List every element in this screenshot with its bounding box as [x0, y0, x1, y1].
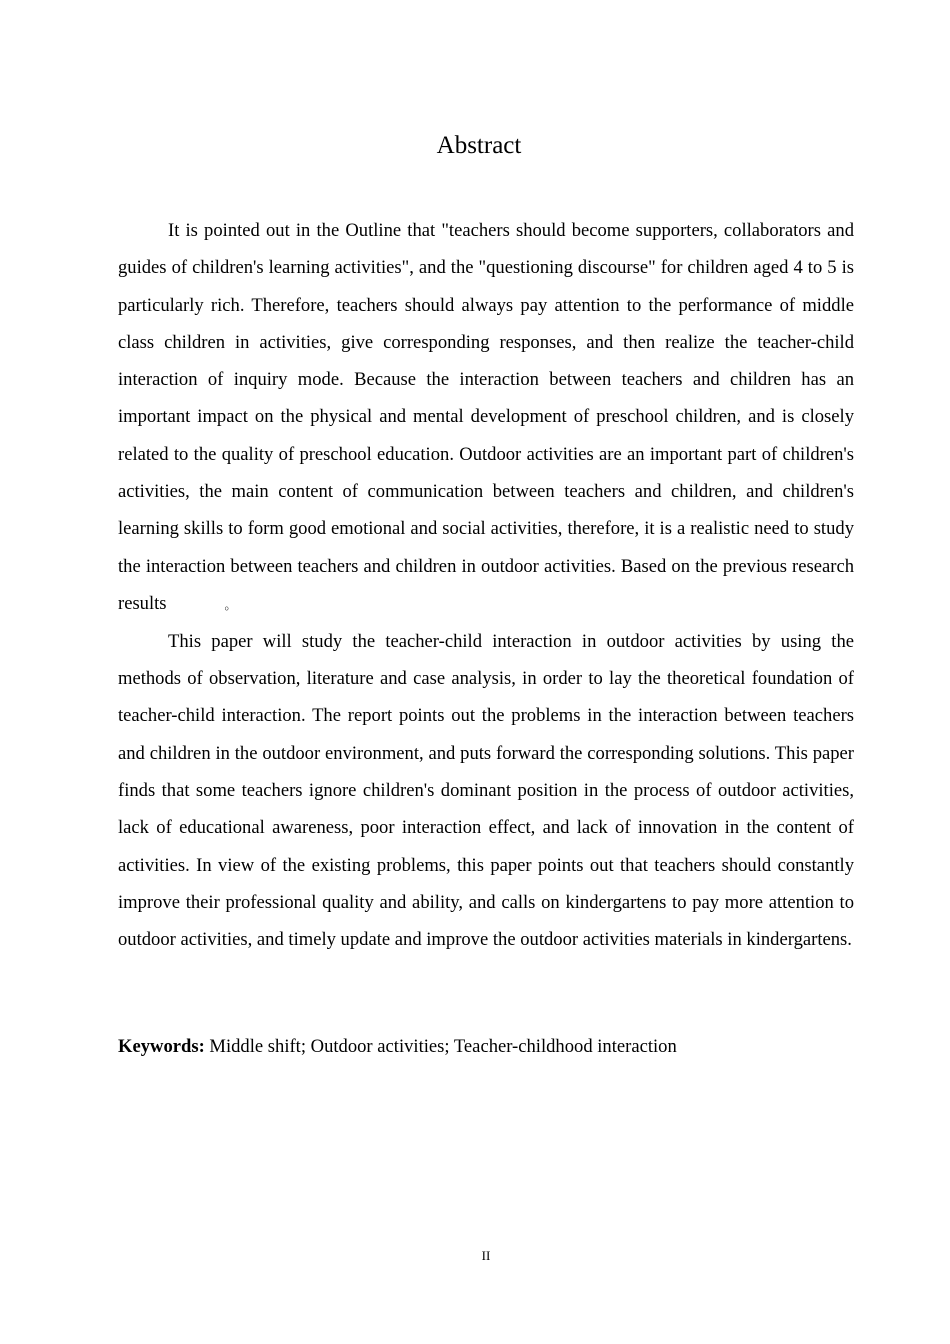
keywords-line — [118, 1032, 854, 1062]
abstract-body — [118, 212, 854, 958]
abstract-paragraph-1 — [118, 212, 854, 624]
keywords-text: Middle shift; Outdoor activities; Teacher-childhood interaction — [209, 1036, 677, 1057]
paragraph-1-end-mark: 。 — [224, 597, 237, 612]
keywords-label: Keywords: — [118, 1036, 205, 1057]
abstract-paragraph-2: This paper will study the teacher-child interaction in outdoor activities by using the methods of observation, literature and case analysis, in order to lay the theoretical foundation of teacher-child interaction. The report points out the problems in the interaction between teachers and children in the outdoor environment, and puts forward the corresponding solutions. This paper finds that some teachers ignore children's dominant position in the process of outdoor activities, lack of educational awareness, poor interaction effect, and lack of innovation in the content of activities. In view of the existing problems, this paper points out that teachers should constantly improve their professional quality and ability, and calls on kindergartens to pay more attention to outdoor activities, and timely update and improve the outdoor activities materials in kindergartens. — [118, 630, 854, 951]
abstract-title: Abstract — [436, 132, 522, 159]
page-number: II — [481, 1248, 491, 1263]
paragraph-1-text: It is pointed out in the Outline that "teachers should become supporters, collaborators and guides of children's learning activities", and the "questioning discourse" for children aged 4 to 5 is particularly rich. Therefore, teachers should always pay attention to the performance of middle class children in activities, give corresponding responses, and then realize the teacher-child interaction of inquiry mode. Because the interaction between teachers and children has an important impact on the physical and mental development of preschool children, and is closely related to the quality of preschool education. Outdoor activities are an important part of children's activities, the main content of communication between teachers and children, and children's learning skills to form good emotional and social activities, therefore, it is a realistic need to study the interaction between teachers and children in outdoor activities. Based on the previous research results — [118, 220, 854, 614]
